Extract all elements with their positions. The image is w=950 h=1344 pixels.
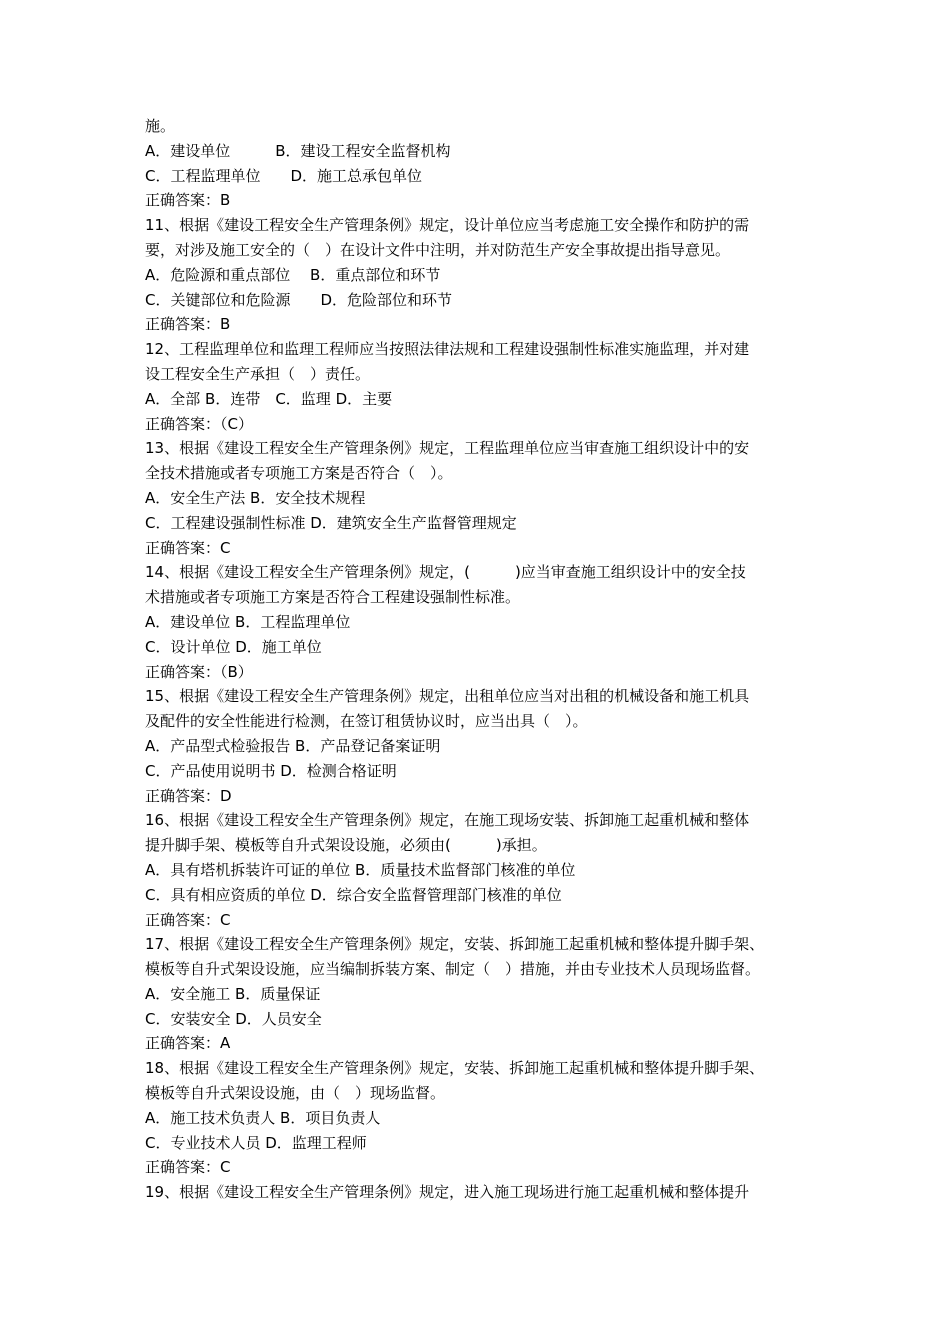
question-line: 及配件的安全性能进行检测，在签订租赁协议时，应当出具（ ）。 [145,712,588,731]
option-line: C．安装安全 D．人员安全 [145,1009,322,1028]
question-line: 提升脚手架、模板等自升式架设设施，必须由( )承担。 [145,836,547,855]
question-line: 模板等自升式架设设施，应当编制拆装方案、制定（ ）措施，并由专业技术人员现场监督。 [145,960,761,979]
option-line: A．安全生产法 B．安全技术规程 [145,488,366,507]
option-line: A．建设单位 B．建设工程安全监督机构 [145,141,451,160]
answer-line: 正确答案：B [145,315,231,334]
question-line: 16、根据《建设工程安全生产管理条例》规定，在施工现场安装、拆卸施工起重机械和整体 [145,811,750,830]
answer-line: 正确答案：C [145,910,231,929]
option-line: A．具有塔机拆装许可证的单位 B．质量技术监督部门核准的单位 [145,860,576,879]
question-line: 设工程安全生产承担（ ）责任。 [145,364,371,383]
document-page [145,114,817,1205]
answer-line: 正确答案：C [145,1158,231,1177]
option-line: A．安全施工 B．质量保证 [145,984,321,1003]
option-line: A．产品型式检验报告 B．产品登记备案证明 [145,736,441,755]
question-line: 模板等自升式架设设施，由（ ）现场监督。 [145,1084,446,1103]
option-line: A．建设单位 B．工程监理单位 [145,612,351,631]
question-line: 15、根据《建设工程安全生产管理条例》规定，出租单位应当对出租的机械设备和施工机具 [145,687,750,706]
option-line: C．产品使用说明书 D．检测合格证明 [145,761,397,780]
question-line: 12、工程监理单位和监理工程师应当按照法律法规和工程建设强制性标准实施监理，并对建 [145,340,750,359]
question-line: 全技术措施或者专项施工方案是否符合（ ）。 [145,464,453,483]
option-line: C．工程建设强制性标准 D．建筑安全生产监督管理规定 [145,513,517,532]
answer-line: 正确答案：（C） [145,414,253,433]
option-line: C．关键部位和危险源 D．危险部位和环节 [145,290,453,309]
option-line: C．专业技术人员 D．监理工程师 [145,1133,367,1152]
option-line: A．危险源和重点部位 B．重点部位和环节 [145,265,441,284]
question-line: 术措施或者专项施工方案是否符合工程建设强制性标准。 [145,588,521,607]
option-line: C．具有相应资质的单位 D．综合安全监督管理部门核准的单位 [145,885,562,904]
option-line: C．工程监理单位 D．施工总承包单位 [145,166,423,185]
question-line: 要，对涉及施工安全的（ ）在设计文件中注明，并对防范生产安全事故提出指导意见。 [145,240,731,259]
answer-line: 正确答案：B [145,191,231,210]
answer-line: 正确答案：C [145,538,231,557]
question-line: 13、根据《建设工程安全生产管理条例》规定，工程监理单位应当审查施工组织设计中的安 [145,439,750,458]
question-line: 14、根据《建设工程安全生产管理条例》规定，( )应当审查施工组织设计中的安全技 [145,563,746,582]
option-line: A．施工技术负责人 B．项目负责人 [145,1108,381,1127]
option-line: C．设计单位 D．施工单位 [145,637,322,656]
question-line: 17、根据《建设工程安全生产管理条例》规定，安装、拆卸施工起重机械和整体提升脚手架、 [145,935,765,954]
answer-line: 正确答案：D [145,786,232,805]
question-line: 11、根据《建设工程安全生产管理条例》规定，设计单位应当考虑施工安全操作和防护的需 [145,216,750,235]
question-line: 19、根据《建设工程安全生产管理条例》规定，进入施工现场进行施工起重机械和整体提升 [145,1183,750,1202]
option-line: A．全部 B．连带 C．监理 D．主要 [145,389,393,408]
answer-line: 正确答案：A [145,1034,231,1053]
question-line: 18、根据《建设工程安全生产管理条例》规定，安装、拆卸施工起重机械和整体提升脚手架、 [145,1059,765,1078]
text-line: 施。 [145,117,176,135]
answer-line: 正确答案：（B） [145,662,253,681]
